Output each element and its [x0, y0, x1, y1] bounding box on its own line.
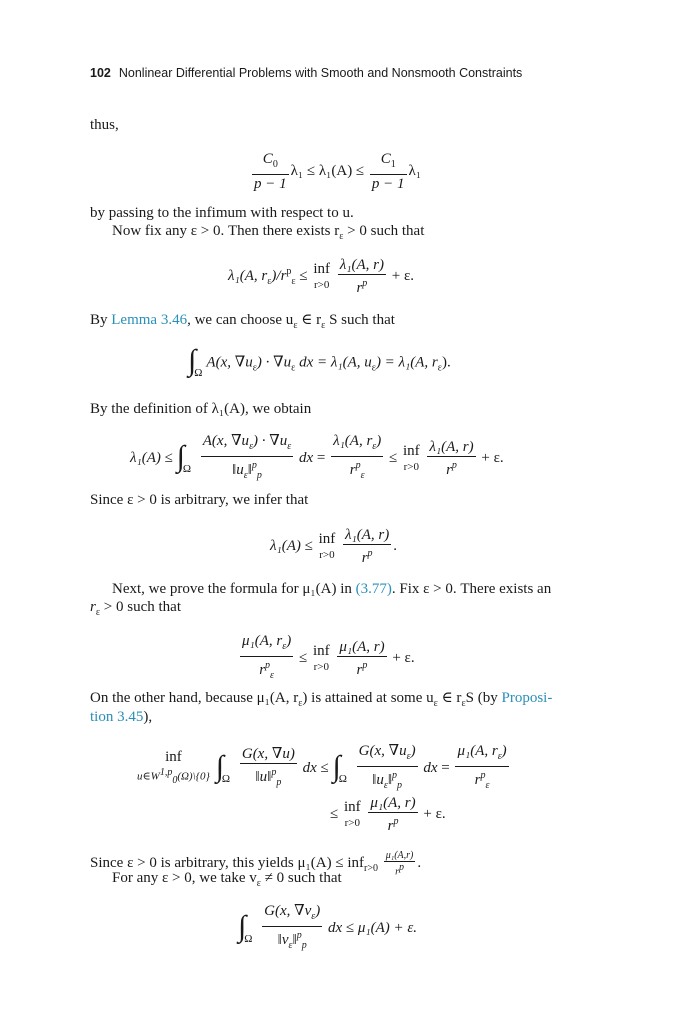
paragraph-fix-eps: Now fix any ε > 0. Then there exists $r_\varepsilon > 0$ such that — [112, 223, 425, 242]
paragraph-since-1: Since ε > 0 is arbitrary, we infer that — [90, 492, 309, 508]
paragraph-infimum: by passing to the infimum with respect to u. — [90, 205, 354, 221]
paragraph-other-hand: On the other hand, because μ₁(A, $r_\varepsilon$) is attained at some $u_\varepsilon$ ∈ $r_\varepsilon S$ (by Proposi- — [90, 690, 553, 709]
equation-3: $\int_\Omega A(x$, $\nabla u_\varepsilon) \cdot \nabla u_\varepsilon$ dx = λ₁(A, $u_\varepsilon) = \lambda_1(A$, $r_\varepsilon$). — [188, 344, 451, 380]
equation-6: $\frac{\mu_1(A, r_\varepsilon)}{r^p_\varepsilon}$ ≤ inf r>0 $\frac{\text{μ₁(A, r)}}{r^p}$ + ε. — [242, 633, 415, 681]
paragraph-lemma: By Lemma 3.46, we can choose $u_\varepsilon$ ∈ $r_\varepsilon$ S such that — [90, 312, 395, 331]
proposition-link[interactable]: Proposi- — [501, 690, 553, 706]
lemma-link[interactable]: Lemma 3.46 — [111, 312, 188, 328]
paragraph-other-hand-2: tion 3.45), — [90, 709, 153, 725]
paragraph-for-any: For any ε > 0, we take $v_\varepsilon \ne 0$ such that — [112, 870, 342, 889]
paragraph-next: Next, we prove the formula for μ₁(A) in (3.77). Fix ε > 0. There exists an — [112, 581, 552, 597]
equation-9: $\int_\Omega$ $\frac{G(x, \nabla v_\varepsilon)}{‖v_\varepsilon‖^p_p}$ dx ≤ μ₁(A) + ε. — [238, 903, 418, 951]
equation-1: $\frac{C_0}{p - 1}$ λ₁ ≤ λ₁(A) ≤ $\frac{C_1}{p - 1}$ λ₁ — [254, 151, 422, 192]
proposition-link-cont[interactable]: tion 3.45 — [90, 709, 144, 725]
equation-ref-link[interactable]: (3.77) — [355, 581, 392, 597]
paragraph-next-2: $r_\varepsilon > 0$ such that — [90, 599, 181, 618]
equation-4: $\lambda_1(A) \le \int_\Omega$ $\frac{A(x, \nabla u_\varepsilon) \cdot \nabla u_\varepsilon}{‖u_\varepsilon‖^p_p}$ dx = $\frac{\lambda_1(A, r_\varepsilon)}{r^p_\varepsilon}$ ≤ inf r>0 $\frac{\text{λ₁(A, r)}}{r^p}$ + ε. — [130, 433, 504, 481]
equation-8: ≤ inf r>0 $\frac{\text{μ₁(A, r)}}{r^p}$ + ε. — [330, 795, 446, 834]
running-title: Nonlinear Differential Problems with Smooth and Nonsmooth Constraints — [118, 66, 523, 80]
paragraph-since-2: Since ε > 0 is arbitrary, this yields μ₁(A) ≤ inf$_{r>0}$ $\frac{\text{μ₁(A,r)}}{r^p}$ . — [90, 850, 422, 878]
running-header — [90, 66, 522, 80]
paragraph-thus: thus, — [90, 117, 119, 133]
page-number: 102 — [90, 66, 111, 80]
equation-7: inf $u\in W^{1,p}_0(\Omega)\backslash\{0\}$ $\int_\Omega$ $\frac{G(x, \nabla u)}{‖u‖^p_p}$ dx ≤ $\int_\Omega$ $\frac{G(x, \nabla u_\varepsilon)}{‖u_\varepsilon‖^p_p}$ dx = $\frac{\mu_1(A, r_\varepsilon)}{r^p_\varepsilon}$ — [137, 743, 507, 791]
equation-5: λ₁(A) ≤ inf r>0 $\frac{\text{λ₁(A, r)}}{r^p}$ . — [270, 527, 397, 566]
paragraph-definition: By the definition of λ₁(A), we obtain — [90, 401, 312, 417]
equation-2: λ₁(A, $r_\varepsilon)/r^p_\varepsilon$ ≤ inf r>0 $\frac{\text{λ₁(A, r)}}{r^p}$ + ε. — [228, 257, 414, 296]
